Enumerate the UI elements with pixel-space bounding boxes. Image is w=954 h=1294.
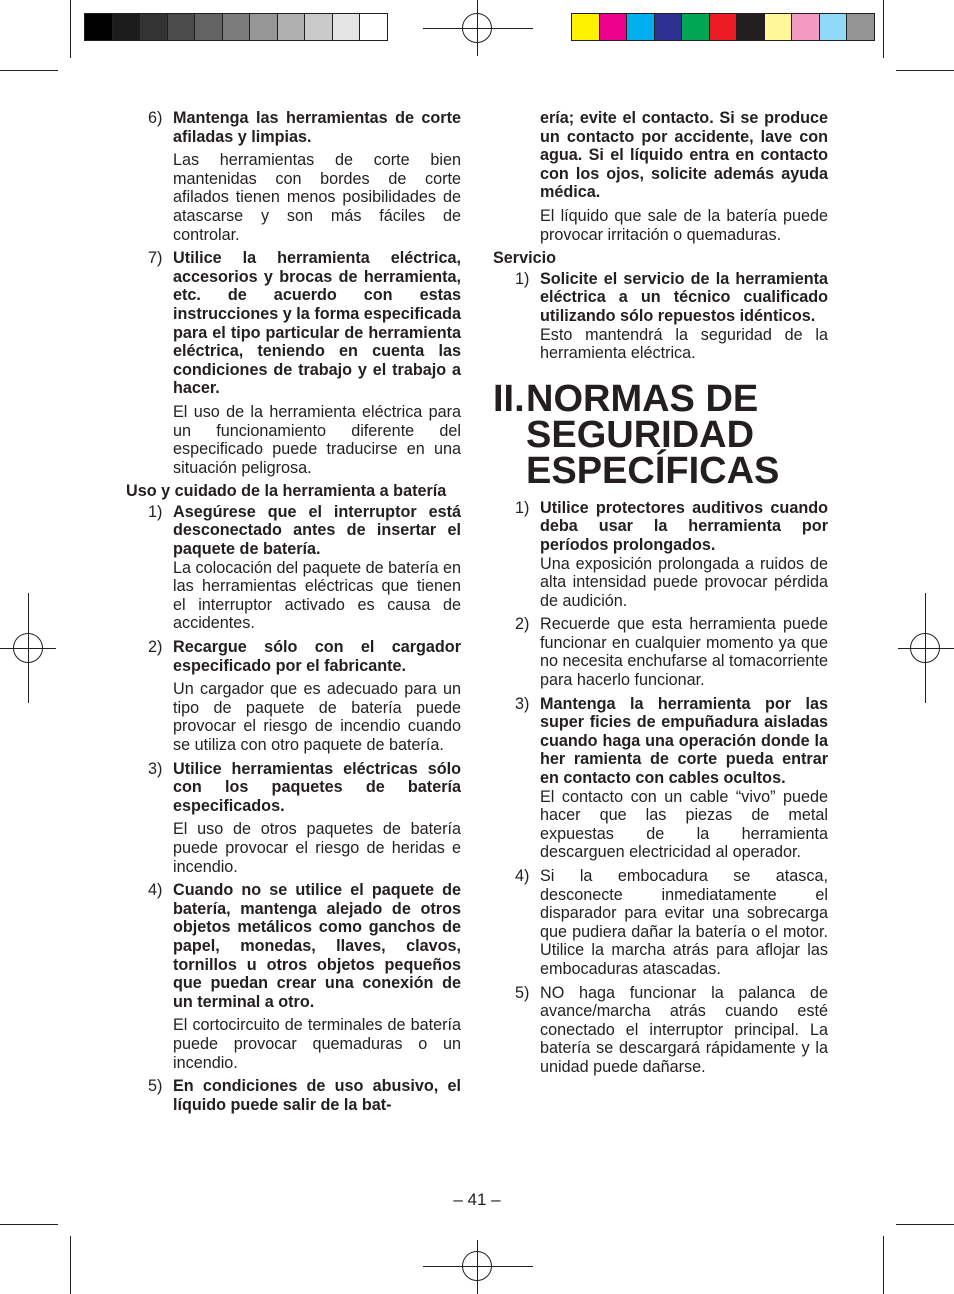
color-swatch: [249, 13, 277, 41]
registration-circle: [13, 633, 43, 663]
crop-mark: [0, 1224, 58, 1225]
section-title: II. NORMAS DE SEGURIDAD ESPECÍFICAS: [493, 377, 780, 492]
right-column: [493, 109, 828, 1082]
color-swatch: [167, 13, 195, 41]
color-swatch: [654, 13, 682, 41]
color-swatch: [332, 13, 360, 41]
list-item: 5) NO haga funcionar la palanca de avance/marcha atrás cuando esté conectado el interruptor principal. La batería se descargará rápidamente y la unidad puede dañarse.: [515, 983, 828, 1076]
list-item: 2) Recargue sólo con el cargador especificado por el fabricante. Un cargador que es adecuado para un tipo de paquete de batería puede provocar el riesgo de incendio cuando se utiliza con otro paquete de batería.: [148, 638, 461, 754]
color-swatch: [599, 13, 627, 41]
color-swatch: [764, 13, 792, 41]
color-swatch: [277, 13, 305, 41]
color-swatch: [139, 13, 167, 41]
color-swatch: [84, 13, 112, 41]
list-item: 6) Mantenga las herramientas de corte afiladas y limpias. Las herramientas de corte bien mantenidas con bordes de corte afilados tienen menos posibilidades de atascarse y son más fáciles de controlar.: [148, 109, 461, 244]
color-swatch: [791, 13, 819, 41]
color-swatch: [222, 13, 250, 41]
list-item: 1) Asegúrese que el interruptor está desconectado antes de insertar el paquete de batería. La colocación del paquete de batería en las herramientas eléctricas que tienen el interruptor activado es causa de accidentes.: [148, 502, 461, 633]
color-swatch: [846, 13, 875, 41]
color-swatch: [112, 13, 140, 41]
color-swatch: [626, 13, 654, 41]
crop-mark: [883, 0, 884, 58]
list-item: 7) Utilice la herramienta eléctrica, accesorios y brocas de herramienta, etc. de acuerdo con estas instrucciones y la forma especificada para el tipo particular de herramienta eléctrica, teniendo en cuenta las condiciones de trabajo y el trabajo a hacer. El uso de la herramienta eléctrica para un funcionamiento diferente del especificado puede traducirse en una situación peligrosa.: [148, 249, 461, 477]
list-item-continued: ería; evite el contacto. Si se produce un contacto por accidente, lave con agua. Si el líquido entra en contacto con los ojos, solicite además ayuda médica. El líquido que sale de la batería puede provocar irritación o quemaduras.: [540, 109, 828, 244]
crop-mark: [70, 0, 71, 58]
registration-circle: [910, 633, 940, 663]
color-swatch: [304, 13, 332, 41]
list-item: 3) Mantenga la herramienta por las super ficies de empuñadura aisladas cuando haga una operación donde la her ramienta de corte pueda entrar en contacto con cables ocultos. El contacto con un cable “vivo” puede hacer que las piezas de metal expuestas de la herramienta descarguen electricidad al operador.: [515, 694, 828, 862]
list-item: 1) Utilice protectores auditivos cuando deba usar la herramienta por períodos prolongados. Una exposición prolongada a ruidos de alta intensidad puede provocar pérdida de audición.: [515, 498, 828, 610]
crop-mark: [0, 70, 58, 71]
list-item: 3) Utilice herramientas eléctricas sólo con los paquetes de batería especificados. El uso de otros paquetes de batería puede provocar el riesgo de heridas e incendio.: [148, 759, 461, 876]
color-swatch: [571, 13, 599, 41]
color-swatch: [194, 13, 222, 41]
crop-mark: [896, 70, 954, 71]
crop-mark: [896, 1224, 954, 1225]
list-item: 5) En condiciones de uso abusivo, el líquido puede salir de la bat-: [148, 1077, 461, 1114]
page-number: – 41 –: [453, 1190, 501, 1209]
registration-circle: [462, 13, 492, 43]
crop-mark: [883, 1236, 884, 1294]
process-color-bar: [571, 13, 875, 41]
subheading-battery: Uso y cuidado de la herramienta a batería: [126, 482, 447, 501]
left-column: [126, 109, 461, 1119]
color-swatch: [736, 13, 764, 41]
gray-color-bar: [84, 13, 388, 41]
list-item: 4) Si la embocadura se atasca, desconecte inmediatamente el disparador para evitar una sobrecarga que pudiera dañar la batería o el motor. Utilice la marcha atrás para aflojar las embocaduras atascadas.: [515, 867, 828, 978]
list-item: 2) Recuerde que esta herramienta puede funcionar en cualquier momento ya que no necesita enchufarse al tomacorriente para hacerlo funcionar.: [515, 615, 828, 690]
list-item: 4) Cuando no se utilice el paquete de batería, mantenga alejado de otros objetos metálicos como ganchos de papel, monedas, llaves, clavos, tornillos u otros objetos pequeños que puedan crear una conexión de un terminal a otro. El cortocircuito de terminales de batería puede provocar quemaduras o un incendio.: [148, 881, 461, 1072]
color-swatch: [819, 13, 847, 41]
crop-mark: [70, 1236, 71, 1294]
list-item: 1) Solicite el servicio de la herramienta eléctrica a un técnico cualificado utilizando sólo repuestos idénticos. Esto mantendrá la seguridad de la herramienta eléctrica.: [515, 269, 828, 363]
color-swatch: [709, 13, 737, 41]
subheading-service: Servicio: [493, 249, 556, 268]
color-swatch: [681, 13, 709, 41]
registration-circle: [462, 1251, 492, 1281]
color-swatch: [359, 13, 388, 41]
